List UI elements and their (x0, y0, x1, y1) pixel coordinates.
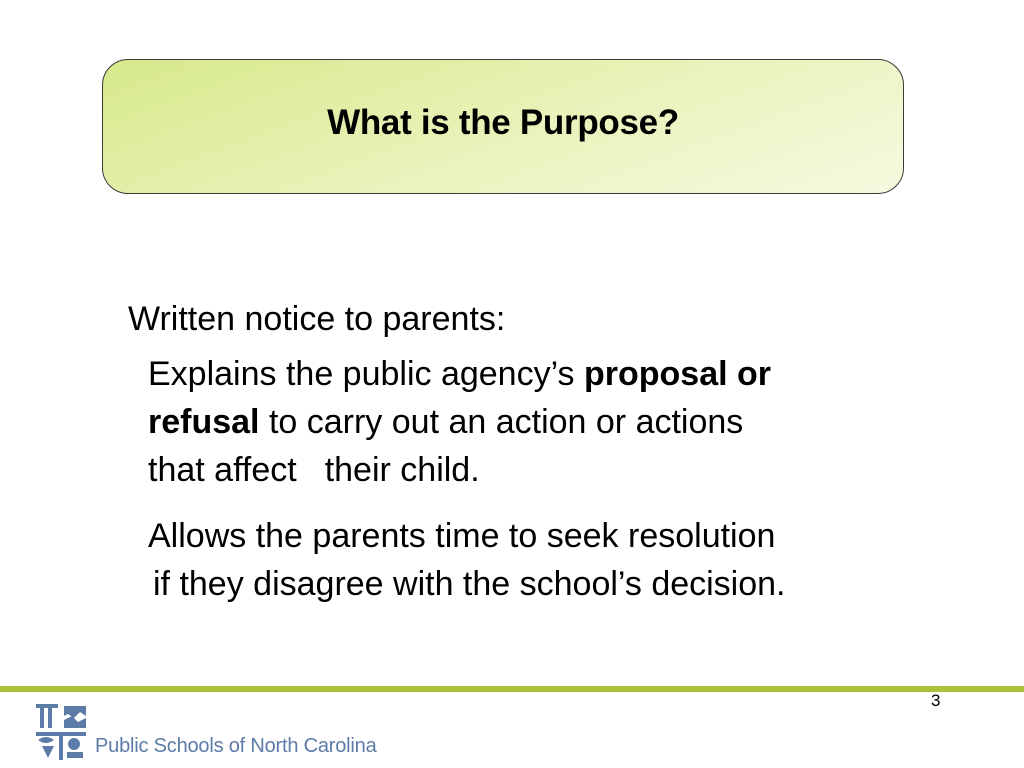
slide-title: What is the Purpose? (327, 102, 679, 142)
point-allows-line-1: Allows the parents time to seek resolution (148, 517, 776, 555)
intro-text: Written notice to parents: (128, 300, 506, 338)
point-explains-text-1: Explains the public agency’s (148, 355, 584, 393)
point-explains-text-3a: that affect (148, 451, 297, 489)
footer-org-name: Public Schools of North Carolina (95, 735, 377, 757)
point-allows (148, 512, 786, 608)
nc-public-schools-logo-icon (34, 702, 90, 767)
point-allows-line-2: if they disagree with the school’s decision. (153, 565, 786, 603)
title-box (102, 59, 904, 194)
page-number: 3 (931, 691, 941, 710)
point-explains-text-3b: their child. (324, 451, 480, 489)
point-explains-text-2: to carry out an action or actions (259, 403, 744, 441)
point-explains (148, 350, 771, 494)
point-explains-bold-1: proposal or (583, 355, 772, 393)
footer-divider (0, 686, 1024, 692)
point-explains-bold-2: refusal (148, 403, 260, 441)
